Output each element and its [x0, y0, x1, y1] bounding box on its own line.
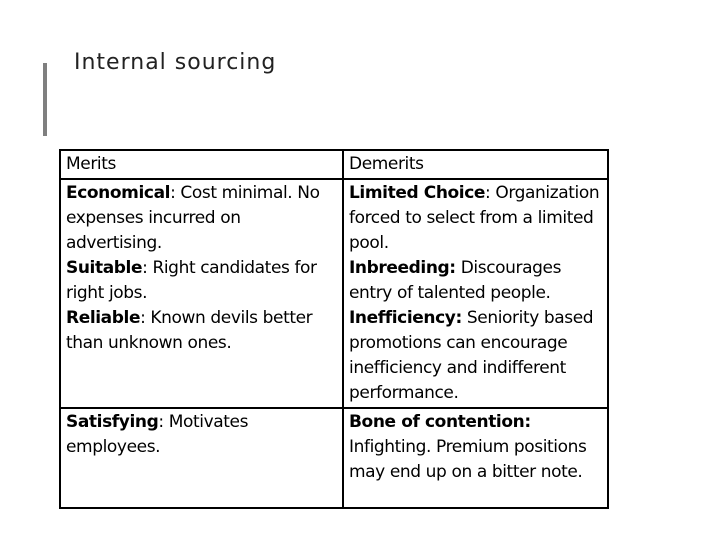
merit-term: Satisfying	[66, 412, 159, 432]
merit-text: : Right candidates for right jobs.	[66, 258, 317, 303]
merit-entry-suitable	[66, 256, 338, 306]
demerits-cell	[343, 408, 608, 508]
demerit-term: Bone of contention:	[349, 412, 531, 432]
merits-cell	[60, 179, 343, 408]
demerit-term: Inbreeding:	[349, 258, 456, 278]
demerit-term: Limited Choice	[349, 183, 486, 203]
title-accent-bar	[43, 63, 47, 136]
merit-entry-reliable	[66, 306, 338, 356]
demerit-text: Seniority based promotions can encourage inefficiency and indifferent performance.	[349, 308, 594, 403]
merit-text: : Known devils better than unknown ones.	[66, 308, 313, 353]
merit-term: Suitable	[66, 258, 143, 278]
demerit-text: Infighting. Premium positions may end up on a bitter note.	[349, 437, 587, 482]
table-row	[60, 408, 608, 508]
demerit-entry-limited-choice	[349, 181, 603, 256]
demerit-text: Discourages entry of talented people.	[349, 258, 562, 303]
demerits-header: Demerits	[343, 150, 608, 179]
merit-term: Reliable	[66, 308, 141, 328]
merit-entry-satisfying	[66, 410, 338, 460]
demerit-entry-inbreeding	[349, 256, 603, 306]
merits-demerits-table-container	[59, 149, 607, 509]
merits-cell	[60, 408, 343, 508]
merits-header: Merits	[60, 150, 343, 179]
demerits-cell	[343, 179, 608, 408]
merit-term: Economical	[66, 183, 171, 203]
table-row	[60, 179, 608, 408]
table-header-row	[60, 150, 608, 179]
demerit-entry-inefficiency	[349, 306, 603, 406]
merits-demerits-table	[59, 149, 609, 509]
demerit-term: Inefficiency:	[349, 308, 462, 328]
demerit-text: : Organization forced to select from a limited pool.	[349, 183, 600, 253]
demerit-entry-bone-of-contention	[349, 410, 603, 485]
slide-title: Internal sourcing	[74, 50, 277, 75]
merit-text: : Motivates employees.	[66, 412, 249, 457]
merit-text: : Cost minimal. No expenses incurred on advertising.	[66, 183, 320, 253]
merit-entry-economical	[66, 181, 338, 256]
